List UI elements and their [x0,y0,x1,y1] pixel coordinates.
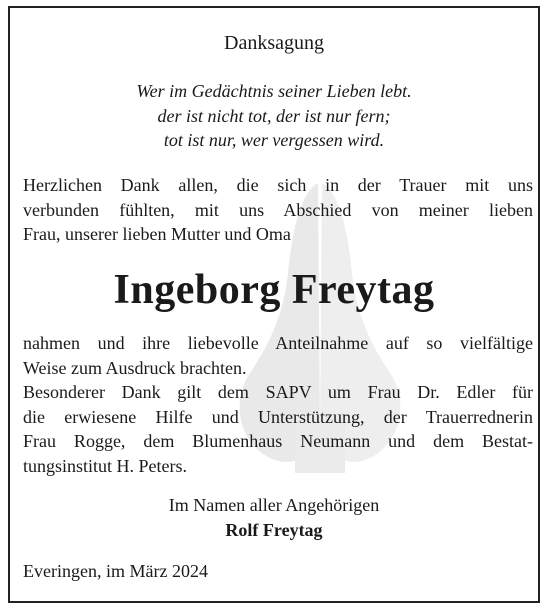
deceased-name: Ingeborg Freytag [113,267,435,313]
signature-block [10,493,538,542]
signer-name: Rolf Freytag [225,519,323,540]
poem-line: der ist nicht tot, der ist nur fern; [157,105,391,126]
body-line: nahmen und ihre liebevolle Anteilnahme auf so vielfältige [23,333,533,353]
obituary-card [8,6,540,603]
intro-line: verbunden fühlten, mit uns Abschied von meiner lieben [23,199,533,220]
poem-line: Wer im Gedächtnis seiner Lieben lebt. [136,81,412,101]
heading: Danksagung [224,32,324,54]
body-paragraph [23,331,533,478]
intro-line: Herzlichen Dank allen, die sich in der Trauer mit uns [23,175,533,195]
body-line: tungsinstitut H. Peters. [23,455,188,476]
body-line: die erwiesene Hilfe und Unterstützung, der Trauerrednerin [23,406,533,427]
poem-line: tot ist nur, wer vergessen wird. [163,130,385,150]
place-date: Everingen, im März 2024 [23,561,208,581]
intro-paragraph [23,173,533,247]
poem [10,79,538,153]
body-line: Frau Rogge, dem Blumenhaus Neumann und dem Bestat- [23,431,533,451]
closing-text: Im Namen aller Angehörigen [168,495,380,515]
body-line: Besonderer Dank gilt dem SAPV um Frau Dr. Edler für [23,382,533,402]
body-line: Weise zum Ausdruck brachten. [23,357,247,378]
intro-line: Frau, unserer lieben Mutter und Oma [23,224,291,244]
